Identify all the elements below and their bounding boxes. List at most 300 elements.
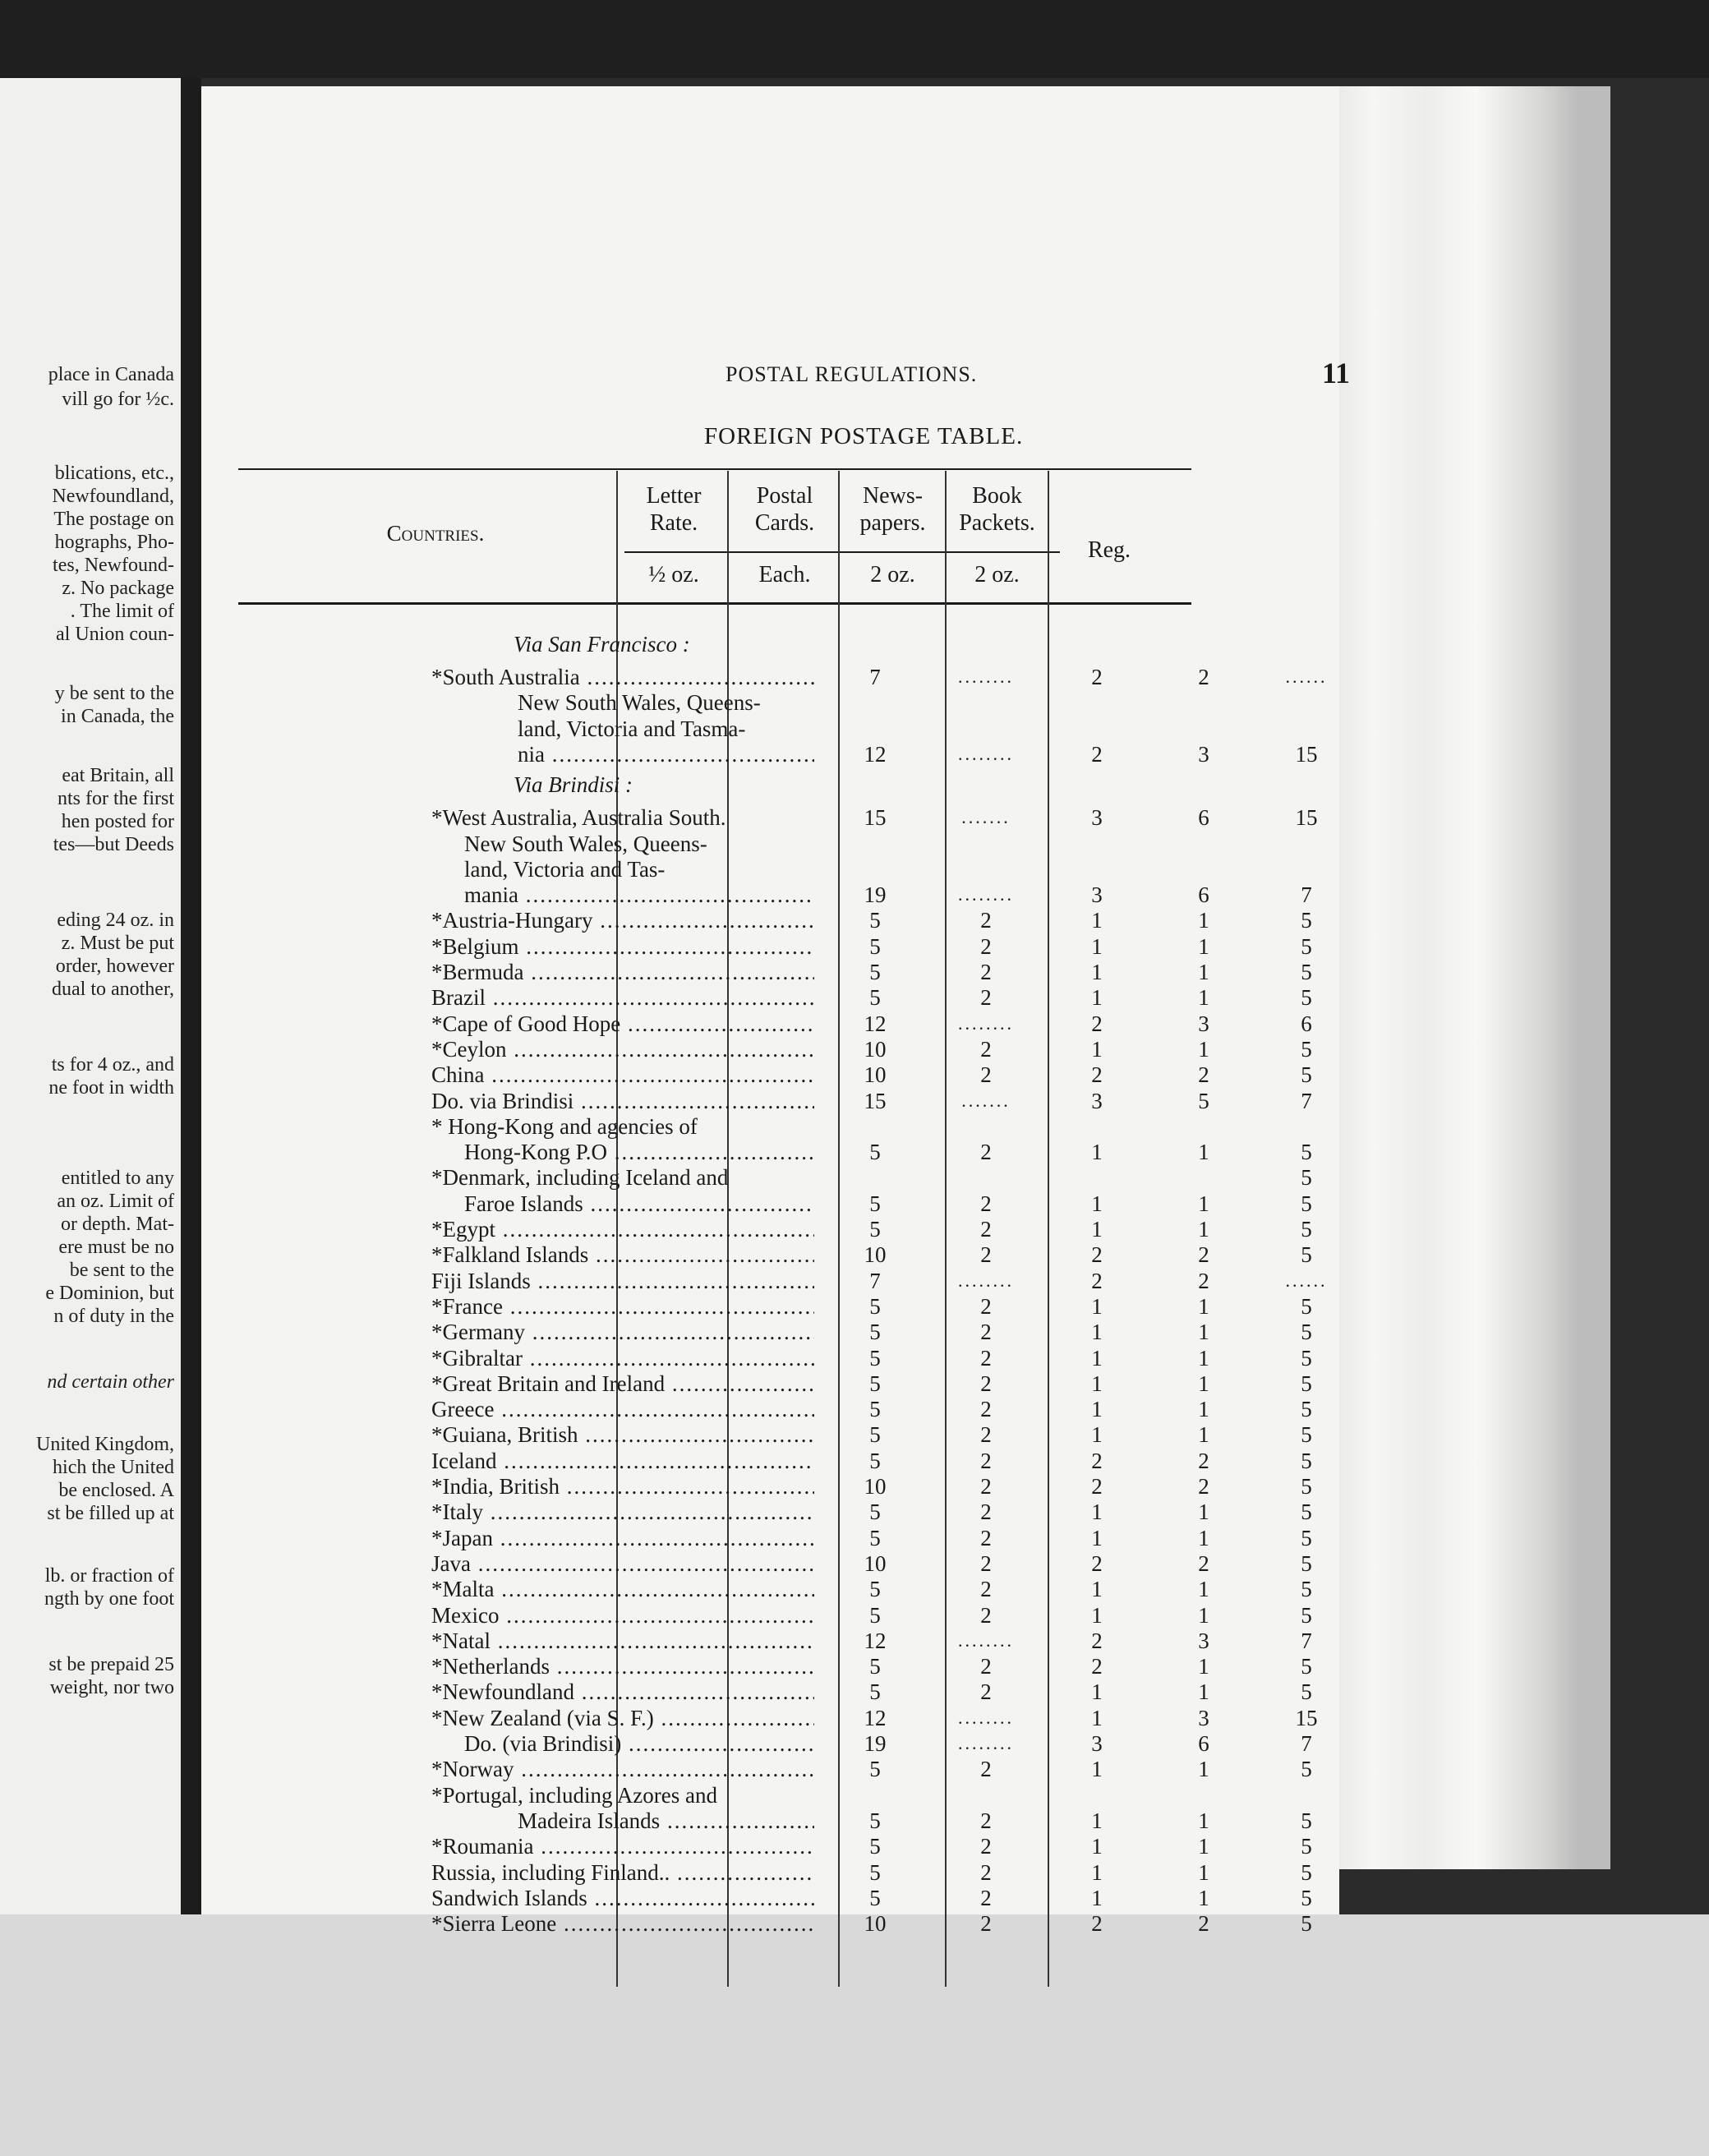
newspapers-cell: 1	[1091, 1705, 1103, 1730]
table-row	[201, 1629, 1352, 1653]
table-row	[201, 1037, 1352, 1062]
header-letter-label2: Rate.	[649, 510, 698, 536]
country-name: New South Wales, Queens-	[464, 831, 707, 856]
letter-rate-cell: 10	[864, 1036, 887, 1062]
letter-rate-cell: 5	[869, 1140, 881, 1165]
postal-cards-cell: 2	[980, 1422, 992, 1448]
postal-cards-cell: 2	[980, 1140, 992, 1165]
postal-cards-cell: 2	[980, 985, 992, 1011]
book-packets-cell: 1	[1198, 1293, 1209, 1319]
table-row	[201, 1089, 1352, 1113]
book-packets-cell: 1	[1198, 1525, 1209, 1550]
letter-rate-cell: 10	[864, 1550, 887, 1576]
table-row	[201, 716, 1352, 741]
postal-cards-cell: 2	[980, 1757, 992, 1782]
country-name: Madeira Islands .....	[518, 1808, 814, 1833]
book-packets-cell: 1	[1198, 1808, 1209, 1833]
newspapers-cell: 1	[1091, 960, 1103, 984]
letter-rate-cell: 19	[864, 882, 887, 908]
table-top-rule	[238, 468, 1191, 470]
country-name: *Netherlands .....	[431, 1654, 814, 1679]
newspapers-cell: 1	[1091, 1293, 1103, 1319]
country-name: *Belgium .....	[431, 934, 814, 959]
newspapers-cell: 3	[1091, 1088, 1103, 1113]
letter-rate-cell: 12	[864, 1628, 887, 1653]
country-name: *Egypt .....	[431, 1217, 814, 1242]
left-page-text-line: st be filled up at	[47, 1503, 174, 1524]
registration-cell: ......	[1285, 666, 1328, 687]
table-row	[201, 805, 1352, 830]
header-postal-cards	[731, 482, 838, 537]
postal-cards-cell: 2	[980, 1242, 992, 1268]
registration-cell: 5	[1301, 1036, 1312, 1062]
left-page-text-line: be sent to the	[69, 1260, 174, 1281]
postal-cards-cell: 2	[980, 1191, 992, 1216]
table-row	[201, 1165, 1352, 1190]
postal-cards-cell: 2	[980, 1371, 992, 1396]
letter-rate-cell: 5	[869, 1808, 881, 1833]
registration-cell: 5	[1301, 1371, 1312, 1396]
registration-cell: 5	[1301, 1834, 1312, 1859]
postal-cards-cell: ........	[958, 884, 1014, 905]
country-name: Hong-Kong P.O .....	[464, 1140, 814, 1164]
country-name: Iceland .....	[431, 1449, 814, 1473]
country-name: Do. via Brindisi .....	[431, 1089, 814, 1113]
table-row	[201, 960, 1352, 984]
table-row	[201, 1860, 1352, 1885]
country-name: *Ceylon .....	[431, 1037, 814, 1062]
left-page-text-line: hen posted for	[61, 811, 174, 832]
letter-rate-cell: 10	[864, 1242, 887, 1268]
header-letter-rate	[620, 482, 727, 537]
left-page-text-line: eding 24 oz. in	[57, 910, 174, 931]
header-books-label2: Packets.	[959, 510, 1035, 536]
country-name: Greece .....	[431, 1397, 814, 1421]
country-name: *Portugal, including Azores and	[431, 1782, 717, 1808]
table-row	[201, 1911, 1352, 1936]
table-row	[201, 1603, 1352, 1628]
left-page-text-line: in Canada, the	[61, 706, 174, 727]
page-edge-shadow	[1578, 86, 1610, 1869]
country-name: *Bermuda .....	[431, 960, 814, 984]
left-page-text-line: st be prepaid 25	[48, 1654, 174, 1675]
letter-rate-cell: 5	[869, 1191, 881, 1216]
country-name: nia .....	[518, 742, 814, 767]
book-packets-cell: 1	[1198, 908, 1209, 933]
country-name: Fiji Islands .....	[431, 1269, 814, 1293]
letter-rate-cell: 15	[864, 805, 887, 831]
newspapers-cell: 1	[1091, 1577, 1103, 1602]
letter-rate-cell: 5	[869, 1757, 881, 1782]
left-page-text-line: al Union coun-	[56, 624, 174, 645]
letter-rate-cell: 5	[869, 1654, 881, 1679]
left-page-text-line: y be sent to the	[54, 683, 174, 704]
letter-rate-cell: 5	[869, 1371, 881, 1396]
registration-cell: 5	[1301, 1602, 1312, 1628]
table-row	[201, 1397, 1352, 1421]
book-packets-cell: 6	[1198, 805, 1209, 831]
postal-cards-cell: 2	[980, 1217, 992, 1242]
postal-cards-cell: 2	[980, 1474, 992, 1499]
scan-background-top	[0, 0, 1709, 78]
table-row	[201, 1346, 1352, 1371]
registration-cell: 5	[1301, 1808, 1312, 1833]
book-packets-cell: 1	[1198, 1834, 1209, 1859]
book-packets-cell: 1	[1198, 1371, 1209, 1396]
book-packets-cell: 3	[1198, 741, 1209, 767]
letter-rate-cell: 5	[869, 1320, 881, 1345]
left-page-text-line: be enclosed. A	[58, 1480, 174, 1501]
newspapers-cell: 2	[1091, 665, 1103, 689]
newspapers-cell: 1	[1091, 908, 1103, 933]
letter-rate-cell: 5	[869, 908, 881, 933]
country-name: *Newfoundland .....	[431, 1679, 814, 1704]
postal-cards-cell: 2	[980, 908, 992, 933]
table-row	[201, 857, 1352, 882]
left-page-text-line: or depth. Mat-	[61, 1214, 174, 1235]
newspapers-cell: 1	[1091, 1834, 1103, 1859]
left-page-text-line: tes, Newfound-	[53, 555, 174, 576]
book-packets-cell: 1	[1198, 1859, 1209, 1885]
header-cards-label1: Postal	[756, 483, 813, 509]
book-packets-cell: 2	[1198, 1448, 1209, 1473]
newspapers-cell: 1	[1091, 1036, 1103, 1062]
header-countries: Countries.	[386, 521, 485, 546]
book-packets-cell: 1	[1198, 1885, 1209, 1910]
book-packets-cell: 5	[1198, 1088, 1209, 1113]
running-head: POSTAL REGULATIONS.	[726, 362, 978, 386]
country-name: *South Australia .....	[431, 665, 814, 689]
header-papers-label1: News-	[862, 483, 924, 509]
unit-cards: Each.	[758, 562, 811, 587]
registration-cell: 5	[1301, 1345, 1312, 1371]
table-row	[201, 1500, 1352, 1524]
registration-cell: 5	[1301, 1550, 1312, 1576]
left-page-text-line: . The limit of	[70, 601, 174, 622]
table-row	[201, 690, 1352, 715]
table-row	[201, 1783, 1352, 1808]
table-row	[201, 1062, 1352, 1087]
book-packets-cell: 1	[1198, 985, 1209, 1011]
left-page-text-line: blications, etc.,	[54, 463, 174, 484]
main-page	[201, 86, 1351, 1937]
table-row	[201, 1731, 1352, 1756]
left-page-text-line: ere must be no	[58, 1237, 174, 1258]
newspapers-cell: 1	[1091, 1859, 1103, 1885]
table-row	[201, 1114, 1352, 1139]
table-row	[201, 1706, 1352, 1730]
newspapers-cell: 1	[1091, 1191, 1103, 1216]
postal-cards-cell: ........	[958, 1012, 1014, 1034]
postal-cards-cell: 2	[980, 1525, 992, 1550]
postal-cards-cell: ........	[958, 1733, 1014, 1753]
registration-cell: 15	[1295, 805, 1318, 831]
header-letter-label1: Letter	[646, 483, 702, 509]
letter-rate-cell: 5	[869, 1345, 881, 1371]
left-page-text-line: ne foot in width	[48, 1077, 174, 1099]
registration-cell: 5	[1301, 908, 1312, 933]
table-row	[201, 1422, 1352, 1447]
table-row	[201, 1886, 1352, 1910]
country-name: *Roumania .....	[431, 1834, 814, 1859]
country-name: *Guiana, British .....	[431, 1422, 814, 1447]
table-section-heading	[201, 772, 1352, 797]
letter-rate-cell: 5	[869, 1679, 881, 1705]
left-page-text-line: z. Must be put	[61, 933, 174, 954]
book-packets-cell: 2	[1198, 1911, 1209, 1937]
book-packets-cell: 1	[1198, 1422, 1209, 1448]
table-row	[201, 1191, 1352, 1216]
newspapers-cell: 1	[1091, 985, 1103, 1011]
table-row	[201, 1577, 1352, 1601]
book-packets-cell: 3	[1198, 1011, 1209, 1036]
book-packets-cell: 1	[1198, 1140, 1209, 1165]
country-name: *West Australia, Australia South.	[431, 805, 726, 831]
left-facing-page	[0, 78, 181, 1914]
book-packets-cell: 1	[1198, 1345, 1209, 1371]
country-name: mania .....	[464, 882, 814, 907]
table-row	[201, 832, 1352, 856]
letter-rate-cell: 10	[864, 1474, 887, 1499]
registration-cell: 7	[1301, 1628, 1312, 1653]
letter-rate-cell: 5	[869, 960, 881, 984]
postal-cards-cell: 2	[980, 1397, 992, 1422]
country-name: Russia, including Finland.. .....	[431, 1860, 814, 1885]
table-row	[201, 1449, 1352, 1473]
book-packets-cell: 1	[1198, 1602, 1209, 1628]
letter-rate-cell: 7	[869, 665, 881, 689]
registration-cell: 5	[1301, 1859, 1312, 1885]
country-name: China .....	[431, 1062, 814, 1087]
registration-cell: 7	[1301, 1088, 1312, 1113]
registration-cell: 5	[1301, 1474, 1312, 1499]
book-packets-cell: 1	[1198, 1500, 1209, 1525]
book-packets-cell: 2	[1198, 665, 1209, 689]
country-name: land, Victoria and Tasma-	[518, 716, 746, 741]
book-packets-cell: 2	[1198, 1550, 1209, 1576]
postal-cards-cell: .......	[961, 1090, 1011, 1111]
registration-cell: 5	[1301, 1320, 1312, 1345]
header-reg: Reg.	[1087, 537, 1131, 563]
header-book-packets	[945, 482, 1049, 537]
book-packets-cell: 6	[1198, 1731, 1209, 1756]
book-packets-cell: 3	[1198, 1705, 1209, 1730]
book-packets-cell: 2	[1198, 1268, 1209, 1293]
scan-background-bottom	[0, 1914, 1709, 2156]
newspapers-cell: 2	[1091, 1628, 1103, 1653]
registration-cell: 6	[1301, 1011, 1312, 1036]
left-page-text-line: hich the United	[53, 1457, 174, 1478]
postal-cards-cell: 2	[980, 1859, 992, 1885]
country-name: *Norway .....	[431, 1757, 814, 1781]
header-papers-label2: papers.	[859, 510, 926, 536]
unit-letter: ½ oz.	[648, 562, 699, 587]
page-edges	[1323, 86, 1578, 1869]
country-name: Java .....	[431, 1551, 814, 1576]
left-page-text-line: weight, nor two	[49, 1677, 174, 1698]
newspapers-cell: 2	[1091, 1268, 1103, 1293]
registration-cell: 5	[1301, 1911, 1312, 1937]
book-packets-cell: 2	[1198, 1242, 1209, 1268]
postal-cards-cell: ........	[958, 1629, 1014, 1651]
letter-rate-cell: 5	[869, 1217, 881, 1242]
table-row	[201, 1371, 1352, 1396]
book-packets-cell: 1	[1198, 933, 1209, 959]
newspapers-cell: 1	[1091, 1602, 1103, 1628]
letter-rate-cell: 12	[864, 1011, 887, 1036]
table-row	[201, 1474, 1352, 1499]
postal-cards-cell: ........	[958, 666, 1014, 687]
country-name: land, Victoria and Tas-	[464, 856, 666, 882]
newspapers-cell: 2	[1091, 1911, 1103, 1937]
book-packets-cell: 3	[1198, 1628, 1209, 1653]
country-name: Brazil .....	[431, 985, 814, 1010]
registration-cell: 5	[1301, 1140, 1312, 1165]
book-packets-cell: 1	[1198, 1757, 1209, 1782]
postal-cards-cell: ........	[958, 1707, 1014, 1728]
country-name: *Denmark, including Iceland and	[431, 1165, 729, 1191]
country-name: *Cape of Good Hope .....	[431, 1011, 814, 1036]
left-page-text-line: e Dominion, but	[45, 1283, 174, 1304]
header-books-label1: Book	[972, 483, 1022, 509]
table-row	[201, 908, 1352, 933]
left-page-text-line: The postage on	[53, 509, 174, 530]
letter-rate-cell: 12	[864, 741, 887, 767]
country-name: Via Brindisi :	[514, 772, 633, 798]
letter-rate-cell: 5	[869, 1834, 881, 1859]
left-page-text-line: dual to another,	[52, 979, 174, 1000]
country-name: *Gibraltar .....	[431, 1346, 814, 1371]
registration-cell: 5	[1301, 1679, 1312, 1705]
table-title: FOREIGN POSTAGE TABLE.	[704, 423, 1024, 449]
left-page-text-line: tes—but Deeds	[53, 834, 174, 855]
postal-cards-cell: 2	[980, 1654, 992, 1679]
newspapers-cell: 1	[1091, 1525, 1103, 1550]
unit-rule	[624, 551, 1060, 553]
newspapers-cell: 1	[1091, 1757, 1103, 1782]
registration-cell: 15	[1295, 741, 1318, 767]
country-name: Sandwich Islands .....	[431, 1886, 814, 1910]
postal-cards-cell: 2	[980, 1500, 992, 1525]
newspapers-cell: 1	[1091, 1371, 1103, 1396]
left-page-text-line: place in Canada	[48, 364, 174, 385]
postal-cards-cell: 2	[980, 1885, 992, 1910]
country-name: *Germany .....	[431, 1320, 814, 1344]
postal-cards-cell: 2	[980, 1448, 992, 1473]
registration-cell: ......	[1285, 1269, 1328, 1291]
postal-cards-cell: 2	[980, 1036, 992, 1062]
table-row	[201, 1217, 1352, 1242]
registration-cell: 5	[1301, 1448, 1312, 1473]
left-page-text-line: hographs, Pho-	[54, 532, 174, 553]
country-name: Mexico .....	[431, 1603, 814, 1628]
postal-cards-cell: 2	[980, 1293, 992, 1319]
book-packets-cell: 1	[1198, 1397, 1209, 1422]
country-name: *Austria-Hungary .....	[431, 908, 814, 933]
book-packets-cell: 1	[1198, 1191, 1209, 1216]
newspapers-cell: 3	[1091, 882, 1103, 908]
left-page-text-line: order, however	[55, 956, 174, 977]
table-row	[201, 1808, 1352, 1833]
newspapers-cell: 2	[1091, 1448, 1103, 1473]
left-page-text-line: nts for the first	[58, 788, 174, 809]
book-gutter	[181, 78, 201, 1914]
postal-cards-cell: 2	[980, 1911, 992, 1937]
registration-cell: 5	[1301, 1422, 1312, 1448]
header-cards-label2: Cards.	[754, 510, 815, 536]
left-page-text-line: ts for 4 oz., and	[51, 1054, 174, 1076]
book-packets-cell: 1	[1198, 960, 1209, 984]
registration-cell: 5	[1301, 1885, 1312, 1910]
book-packets-cell: 2	[1198, 1062, 1209, 1088]
registration-cell: 5	[1301, 1191, 1312, 1216]
table-row	[201, 1269, 1352, 1293]
country-name: Via San Francisco :	[514, 632, 690, 656]
registration-cell: 5	[1301, 1397, 1312, 1422]
registration-cell: 5	[1301, 1577, 1312, 1602]
postal-cards-cell: 2	[980, 1577, 992, 1602]
postal-cards-cell: ........	[958, 1269, 1014, 1291]
registration-cell: 5	[1301, 1165, 1312, 1191]
country-name: *Falkland Islands .....	[431, 1242, 814, 1267]
letter-rate-cell: 5	[869, 1602, 881, 1628]
newspapers-cell: 2	[1091, 1474, 1103, 1499]
letter-rate-cell: 10	[864, 1911, 887, 1937]
table-row	[201, 1526, 1352, 1550]
country-name: *Italy .....	[431, 1500, 814, 1524]
letter-rate-cell: 5	[869, 1859, 881, 1885]
country-name: *New Zealand (via S. F.) .....	[431, 1706, 814, 1730]
book-packets-cell: 1	[1198, 1320, 1209, 1345]
newspapers-cell: 1	[1091, 1217, 1103, 1242]
letter-rate-cell: 5	[869, 1525, 881, 1550]
newspapers-cell: 2	[1091, 1011, 1103, 1036]
left-page-text-line: z. No package	[62, 578, 174, 599]
newspapers-cell: 2	[1091, 1242, 1103, 1268]
left-page-text-line: entitled to any	[61, 1168, 174, 1189]
table-row	[201, 985, 1352, 1010]
left-page-text-line: an oz. Limit of	[57, 1191, 174, 1212]
table-row	[201, 1242, 1352, 1267]
newspapers-cell: 1	[1091, 1397, 1103, 1422]
country-name: Do. (via Brindisi) .....	[464, 1731, 814, 1756]
table-row	[201, 742, 1352, 767]
newspapers-cell: 2	[1091, 741, 1103, 767]
registration-cell: 5	[1301, 1525, 1312, 1550]
unit-books: 2 oz.	[974, 562, 1020, 587]
table-section-heading	[201, 632, 1352, 656]
postal-cards-cell: 2	[980, 1808, 992, 1833]
left-page-text-line: eat Britain, all	[62, 765, 174, 786]
newspapers-cell: 1	[1091, 1500, 1103, 1525]
registration-cell: 5	[1301, 933, 1312, 959]
registration-cell: 5	[1301, 1217, 1312, 1242]
country-name: *France .....	[431, 1294, 814, 1319]
table-row	[201, 934, 1352, 959]
registration-cell: 5	[1301, 1654, 1312, 1679]
letter-rate-cell: 5	[869, 985, 881, 1011]
book-packets-cell: 1	[1198, 1036, 1209, 1062]
book-packets-cell: 2	[1198, 1474, 1209, 1499]
letter-rate-cell: 5	[869, 1448, 881, 1473]
registration-cell: 5	[1301, 1062, 1312, 1088]
newspapers-cell: 2	[1091, 1654, 1103, 1679]
letter-rate-cell: 5	[869, 1397, 881, 1422]
postal-cards-cell: 2	[980, 1679, 992, 1705]
left-page-text-line: vill go for ½c.	[62, 389, 174, 410]
country-name: Faroe Islands .....	[464, 1191, 814, 1216]
left-page-text-line: lb. or fraction of	[44, 1565, 174, 1587]
